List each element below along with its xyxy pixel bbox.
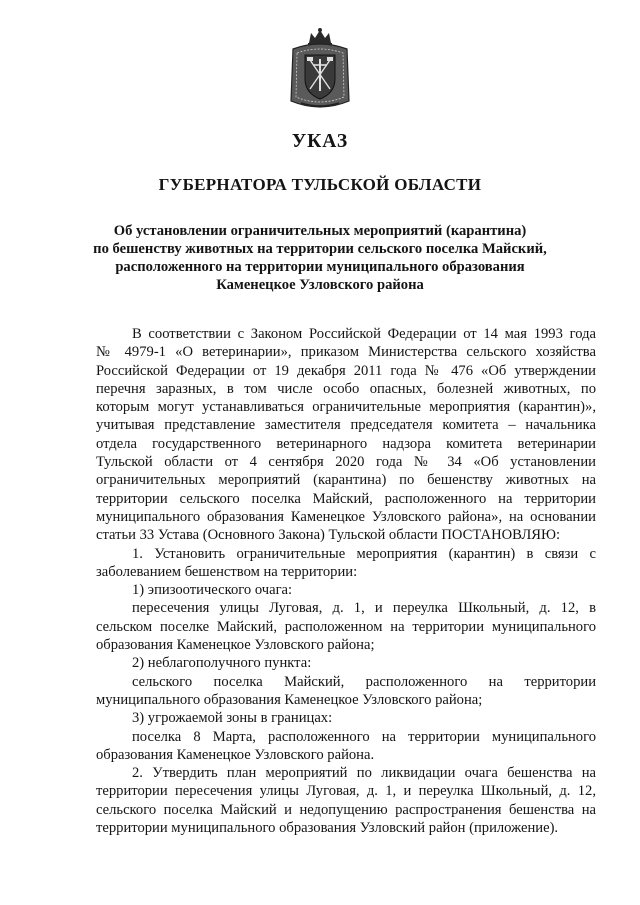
body-line: которым могут устанавливаться ограничительные мероприятия (карантин)», bbox=[96, 399, 596, 416]
body-line: муниципального образования Каменецкое Узловского района», на основании bbox=[96, 508, 596, 525]
body-line: сельском поселке Майский, расположенном на территории муниципального bbox=[96, 618, 596, 635]
document-subject bbox=[0, 222, 640, 294]
body-line: территории пересечения улицы Луговая, д. 1, и переулка Школьный, д. 12, bbox=[96, 783, 596, 800]
body-line: сельского поселка Майский, расположенного на территории bbox=[132, 673, 596, 690]
body-line: муниципального образования Каменецкое Узловского района; bbox=[96, 691, 483, 708]
body-line: № 4979-1 «О ветеринарии», приказом Министерства сельского хозяйства bbox=[96, 344, 596, 361]
subject-line: Об установлении ограничительных мероприятий (карантина) bbox=[113, 223, 527, 239]
body-line: 2) неблагополучного пункта: bbox=[132, 655, 312, 672]
body-line: Тульской области от 4 сентября 2020 года № 34 «Об установлении bbox=[96, 454, 596, 471]
body-line: В соответствии с Законом Российской Федерации от 14 мая 1993 года bbox=[132, 326, 596, 342]
body-line: статьи 33 Устава (Основного Закона) Тульской области ПОСТАНОВЛЯЮ: bbox=[96, 527, 561, 544]
tula-coat-of-arms-icon bbox=[287, 27, 353, 111]
body-line: территории муниципального образования Узловский район (приложение). bbox=[96, 820, 559, 837]
body-line: образования Каменецкое Узловского района; bbox=[96, 637, 375, 654]
subject-line: расположенного на территории муниципального образования bbox=[115, 259, 525, 275]
body-line: ограничительных мероприятий (карантина) по бешенству животных на bbox=[96, 472, 596, 489]
body-line: 1. Установить ограничительные мероприятия (карантин) в связи с bbox=[132, 545, 596, 562]
body-line: Российской Федерации от 19 декабря 2011 года № 476 «Об утверждении bbox=[96, 362, 596, 379]
body-line: пересечения улицы Луговая, д. 1, и переулка Школьный, д. 12, в bbox=[132, 600, 596, 617]
body-line: перечня заразных, в том числе особо опасных, болезней животных, по bbox=[96, 380, 596, 397]
body-line: отдела государственного ветеринарного надзора комитета ветеринарии bbox=[96, 435, 596, 452]
document-body bbox=[96, 325, 596, 837]
body-line: образования Каменецкое Узловского района. bbox=[96, 746, 375, 763]
body-line: заболеванием бешенством на территории: bbox=[96, 563, 358, 580]
subject-line: Каменецкое Узловского района bbox=[216, 277, 424, 293]
body-line: 2. Утвердить план мероприятий по ликвидации очага бешенства на bbox=[132, 765, 596, 782]
body-line: 1) эпизоотического очага: bbox=[132, 582, 293, 599]
body-line: учитывая представление заместителя председателя комитета – начальника bbox=[96, 417, 596, 434]
document-type-title: УКАЗ bbox=[291, 131, 349, 152]
body-line: территории сельского поселка Майский, расположенного на территории bbox=[96, 490, 596, 507]
subject-line: по бешенству животных на территории сельского поселка Майский, bbox=[93, 241, 547, 257]
body-line: сельского поселка Майский и недопущению распространения бешенства на bbox=[96, 801, 596, 818]
document-author-title: ГУБЕРНАТОРА ТУЛЬСКОЙ ОБЛАСТИ bbox=[158, 175, 482, 194]
body-line: 3) угрожаемой зоны в границах: bbox=[132, 710, 333, 727]
body-line: поселка 8 Марта, расположенного на территории муниципального bbox=[132, 728, 596, 745]
